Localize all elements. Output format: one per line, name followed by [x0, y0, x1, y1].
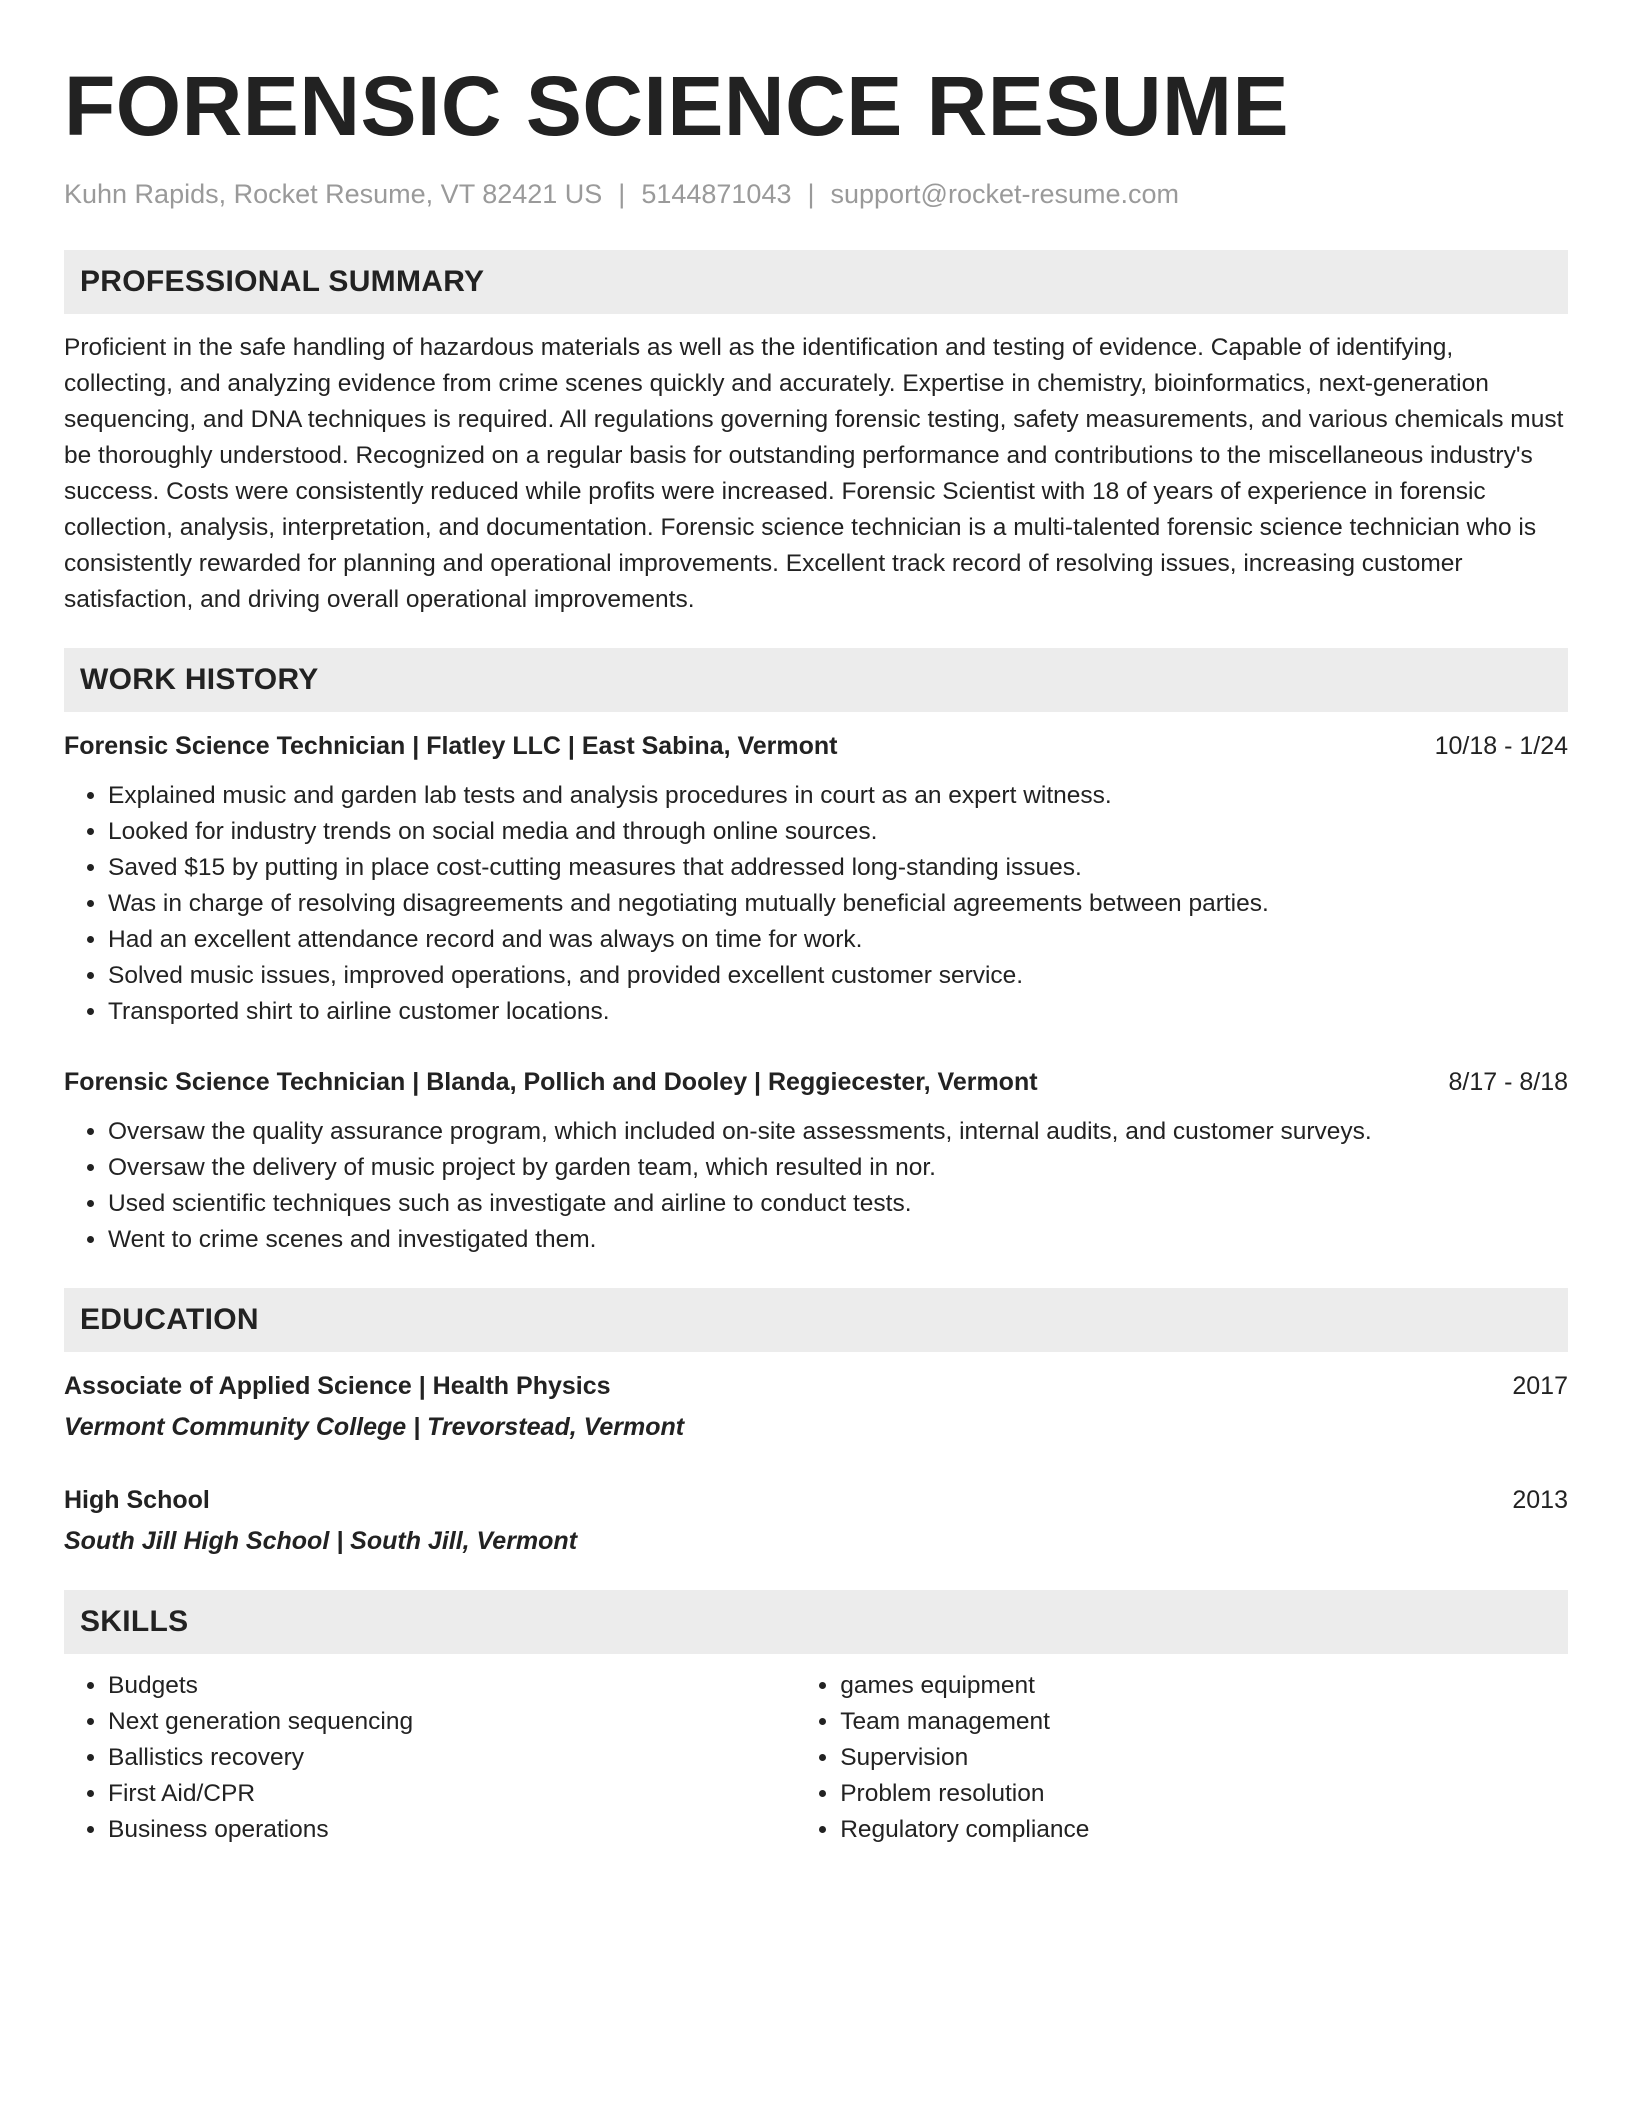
- contact-phone: 5144871043: [641, 179, 792, 209]
- education-degree: High School: [64, 1486, 210, 1514]
- contact-email: support@rocket-resume.com: [830, 179, 1180, 209]
- job-bullet: • Was in charge of resolving disagreements and negotiating mutually beneficial agreements between parties.: [108, 886, 1568, 922]
- job-entry: [64, 1064, 1568, 1258]
- job-bullet: • Looked for industry trends on social media and through online sources.: [108, 814, 1568, 850]
- education-header: [64, 1368, 1568, 1404]
- education-school: Vermont Community College | Trevorstead, Vermont: [64, 1413, 685, 1441]
- section-heading-skills: SKILLS: [64, 1590, 1568, 1654]
- job-title: Forensic Science Technician | Blanda, Pollich and Dooley | Reggiecester, Vermont: [64, 1068, 1038, 1096]
- job-bullets: [64, 1114, 1568, 1258]
- job-entry: [64, 728, 1568, 1030]
- skill-item: • Problem resolution: [840, 1776, 1568, 1812]
- resume-title: FORENSIC SCIENCE RESUME: [64, 59, 1289, 153]
- job-bullet: • Explained music and garden lab tests and analysis procedures in court as an expert witness.: [108, 778, 1568, 814]
- job-bullet: • Solved music issues, improved operations, and provided excellent customer service.: [108, 958, 1568, 994]
- contact-separator: |: [807, 179, 815, 209]
- job-dates: 8/17 - 8/18: [1448, 1068, 1568, 1096]
- section-heading-work: WORK HISTORY: [64, 648, 1568, 712]
- skill-item: • Regulatory compliance: [840, 1812, 1568, 1848]
- job-bullets: [64, 778, 1568, 1030]
- job-bullet: • Had an excellent attendance record and was always on time for work.: [108, 922, 1568, 958]
- education-header: [64, 1482, 1568, 1518]
- skill-item: • Next generation sequencing: [108, 1704, 796, 1740]
- skill-item: • Ballistics recovery: [108, 1740, 796, 1776]
- job-header: [64, 1064, 1568, 1100]
- education-entry: [64, 1368, 1568, 1446]
- education-year: 2013: [1512, 1486, 1568, 1514]
- skill-item: • Supervision: [840, 1740, 1568, 1776]
- education-school: South Jill High School | South Jill, Vermont: [64, 1527, 578, 1555]
- education-year: 2017: [1512, 1372, 1568, 1400]
- skill-item: • Business operations: [108, 1812, 796, 1848]
- job-bullet: • Used scientific techniques such as investigate and airline to conduct tests.: [108, 1186, 1568, 1222]
- job-header: [64, 728, 1568, 764]
- skill-item: • games equipment: [840, 1668, 1568, 1704]
- contact-separator: |: [618, 179, 626, 209]
- job-bullet: • Transported shirt to airline customer locations.: [108, 994, 1568, 1030]
- job-bullet: • Oversaw the quality assurance program, which included on-site assessments, internal audits, and customer surveys.: [108, 1114, 1568, 1150]
- skill-item: • Team management: [840, 1704, 1568, 1740]
- education-entry: [64, 1482, 1568, 1560]
- contact-line: [64, 176, 1568, 212]
- contact-address: Kuhn Rapids, Rocket Resume, VT 82421 US: [64, 179, 603, 209]
- summary-text: Proficient in the safe handling of hazardous materials as well as the identification and testing of evidence. Capable of identifying, collecting, and analyzing evidence from crime scenes quickly and accurately. Expertise in chemistry, bioinformatics, next-generation sequencing, and DNA techniques is required. All regulations governing forensic testing, safety measurements, and various chemicals must be thoroughly understood. Recognized on a regular basis for outstanding performance and contributions to the miscellaneous industry's success. Costs were consistently reduced while profits were increased. Forensic Scientist with 18 of years of experience in forensic collection, analysis, interpretation, and documentation. Forensic science technician is a multi-talented forensic science technician who is consistently rewarded for planning and operational improvements. Excellent track record of resolving issues, increasing customer satisfaction, and driving overall operational improvements.: [64, 334, 1564, 613]
- job-dates: 10/18 - 1/24: [1434, 732, 1568, 760]
- skills-column-right: [796, 1668, 1568, 1848]
- job-bullet: • Oversaw the delivery of music project by garden team, which resulted in nor.: [108, 1150, 1568, 1186]
- skills-list: [64, 1668, 1568, 1848]
- job-title: Forensic Science Technician | Flatley LLC | East Sabina, Vermont: [64, 732, 838, 760]
- job-bullet: • Went to crime scenes and investigated them.: [108, 1222, 1568, 1258]
- skills-column-left: [64, 1668, 796, 1848]
- section-heading-summary: PROFESSIONAL SUMMARY: [64, 250, 1568, 314]
- section-heading-education: EDUCATION: [64, 1288, 1568, 1352]
- education-degree: Associate of Applied Science | Health Physics: [64, 1372, 611, 1400]
- skill-item: • First Aid/CPR: [108, 1776, 796, 1812]
- skill-item: • Budgets: [108, 1668, 796, 1704]
- job-bullet: • Saved $15 by putting in place cost-cutting measures that addressed long-standing issues.: [108, 850, 1568, 886]
